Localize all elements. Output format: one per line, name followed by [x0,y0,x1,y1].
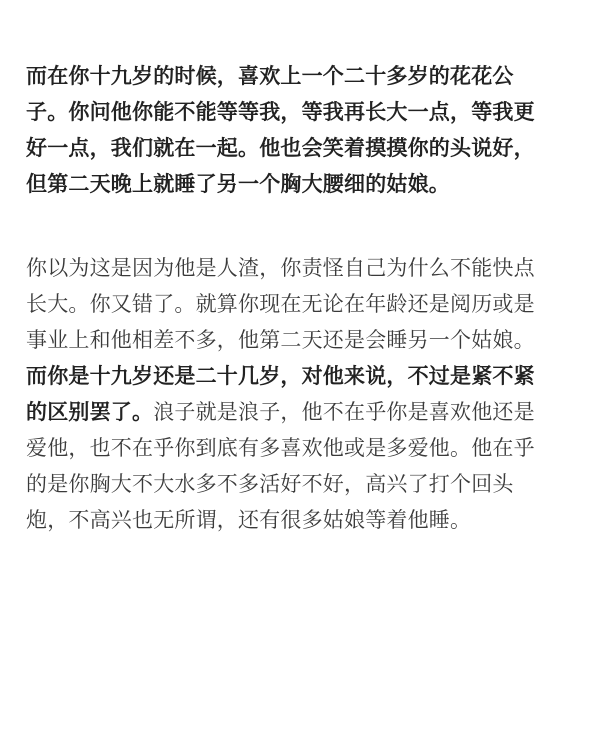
text-line: 但第二天晚上就睡了另一个胸大腰细的姑娘。 [26,172,450,196]
text-line-mixed [26,394,586,430]
text-line: 炮，不高兴也无所谓，还有很多姑娘等着他睡。 [26,508,472,532]
paragraph-1 [26,58,586,202]
text-line: 你以为这是因为他是人渣，你责怪自己为什么不能快点 [26,256,535,280]
regular-text-segment: 浪子就是浪子，他不在乎你是喜欢他还是 [153,400,535,424]
paragraph-2 [26,250,586,538]
text-line: 子。你问他你能不能等等我，等我再长大一点，等我更 [26,100,535,124]
text-line: 好一点，我们就在一起。他也会笑着摸摸你的头说好， [26,136,535,160]
text-line: 长大。你又错了。就算你现在无论在年龄还是阅历或是 [26,292,535,316]
text-line-bold: 而你是十九岁还是二十几岁，对他来说，不过是紧不紧 [26,364,535,388]
text-line: 的是你胸大不大水多不多活好不好，高兴了打个回头 [26,472,514,496]
article-body [26,58,586,538]
text-line: 而在你十九岁的时候，喜欢上一个二十多岁的花花公 [26,64,514,88]
text-line: 事业上和他相差不多，他第二天还是会睡另一个姑娘。 [26,328,535,352]
bold-text-segment: 的区别罢了。 [26,400,154,424]
text-line: 爱他，也不在乎你到底有多喜欢他或是多爱他。他在乎 [26,436,535,460]
